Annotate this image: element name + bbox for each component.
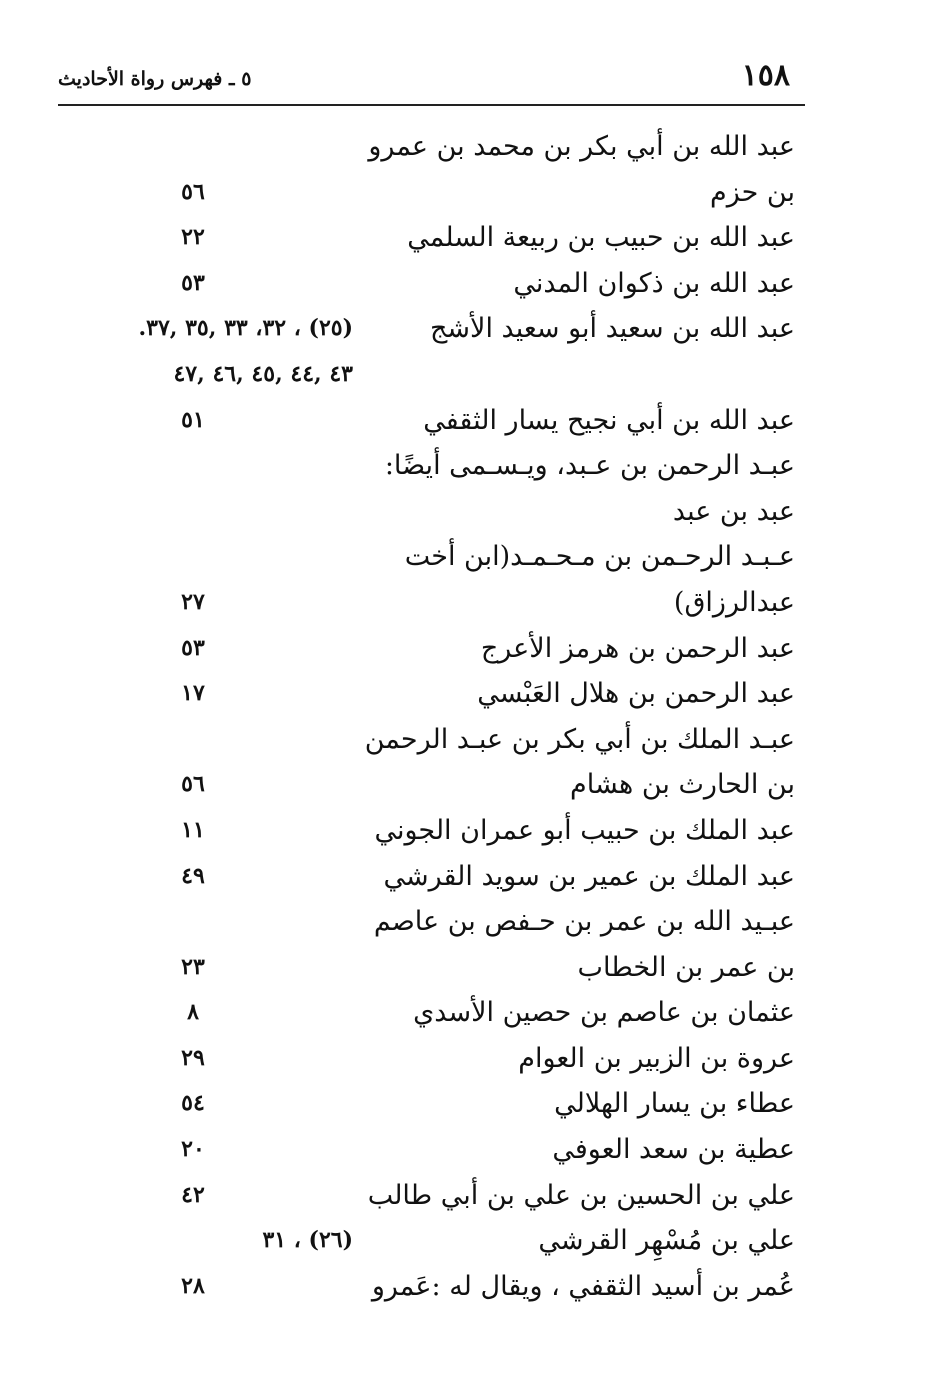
narrator-name: علي بن الحسين بن علي بن أبي طالب xyxy=(367,1179,795,1211)
index-entry xyxy=(0,671,943,717)
narrator-name: بن حزم xyxy=(710,176,795,208)
page-references: ٤٣ ,٤٤ ,٤٥ ,٤٦ ,٤٧ xyxy=(173,360,353,387)
narrator-name: عبد الله بن حبيب بن ربيعة السلمي xyxy=(407,222,795,254)
narrator-name: عبد الله بن سعيد أبو سعيد الأشج xyxy=(430,313,795,345)
index-entry xyxy=(0,808,943,854)
narrator-name: عطية بن سعد العوفي xyxy=(552,1134,795,1166)
narrator-name: عبد الملك بن عمير بن سويد القرشي xyxy=(383,860,795,892)
index-entry xyxy=(0,215,943,261)
page-references: ٤٢ xyxy=(181,1181,205,1208)
index-entries xyxy=(0,124,943,1309)
page-references: ١٧ xyxy=(181,680,205,707)
index-entry xyxy=(0,352,943,398)
index-entry xyxy=(0,1264,943,1310)
page-references: ٢٠ xyxy=(181,1136,205,1163)
index-entry xyxy=(0,124,943,170)
narrator-name: عبـيد الله بن عمر بن حـفص بن عاصم xyxy=(373,906,795,938)
narrator-name: عبد الله بن ذكوان المدني xyxy=(513,267,795,299)
page-references: ٥٣ xyxy=(181,269,205,296)
narrator-name: عروة بن الزبير بن العوام xyxy=(518,1042,795,1074)
narrator-name: عبد الرحمن بن هلال العَبْسي xyxy=(477,678,795,710)
index-entry xyxy=(0,945,943,991)
page-references: (٢٥) ، ٣٢، ٣٣ ,٣٥ ,٣٧. xyxy=(138,315,353,342)
page-header xyxy=(58,58,800,102)
index-entry xyxy=(0,762,943,808)
index-entry xyxy=(0,899,943,945)
index-entry xyxy=(0,489,943,535)
index-entry xyxy=(0,261,943,307)
narrator-name: عبد الله بن أبي نجيح يسار الثقفي xyxy=(423,404,795,436)
page-references: ٥٤ xyxy=(181,1090,205,1117)
narrator-name: عبد الرحمن بن هرمز الأعرج xyxy=(480,632,795,664)
narrator-name: بن الحارث بن هشام xyxy=(570,769,795,801)
page-references: ١١ xyxy=(181,816,205,843)
index-entry xyxy=(0,1081,943,1127)
index-entry xyxy=(0,580,943,626)
page-references: ٥٦ xyxy=(181,178,205,205)
narrator-name: عُمر بن أسيد الثقفي ، ويقال له :عَمرو xyxy=(371,1270,795,1302)
index-entry xyxy=(0,534,943,580)
index-entry xyxy=(0,1218,943,1264)
page-references: ٤٩ xyxy=(181,862,205,889)
index-entry xyxy=(0,170,943,216)
narrator-name: بن عمر بن الخطاب xyxy=(577,951,795,983)
page-number: ١٥٨ xyxy=(741,58,790,93)
narrator-name: عبد الله بن أبي بكر بن محمد بن عمرو xyxy=(368,131,795,162)
page-references: ٢٣ xyxy=(181,953,205,980)
narrator-name: علي بن مُسْهِر القرشي xyxy=(538,1225,795,1257)
narrator-name: عبد الملك بن حبيب أبو عمران الجوني xyxy=(374,814,795,846)
narrator-name: عبدالرزاق) xyxy=(673,586,795,618)
index-entry xyxy=(0,306,943,352)
narrator-name: عـبـد الرحـمن بن مـحـمـد(ابن أخت xyxy=(404,541,795,573)
index-entry xyxy=(0,990,943,1036)
narrator-name: عبد بن عبد xyxy=(672,495,795,527)
page-references: ٢٩ xyxy=(181,1044,205,1071)
index-entry xyxy=(0,398,943,444)
narrator-name: عبـد الرحمن بن عـبد، ويـسـمى أيضًا: xyxy=(384,450,795,482)
index-entry xyxy=(0,717,943,763)
page-references: ٢٢ xyxy=(181,224,205,251)
index-entry xyxy=(0,626,943,672)
running-title: ٥ ـ فهرس رواة الأحاديث xyxy=(58,68,252,90)
page-references: ٢٧ xyxy=(181,588,205,615)
narrator-name: عطاء بن يسار الهلالي xyxy=(554,1088,795,1120)
index-entry xyxy=(0,443,943,489)
page-references: ٥٣ xyxy=(181,634,205,661)
page-references: ٥٦ xyxy=(181,771,205,798)
page-references: ٥١ xyxy=(181,406,205,433)
index-entry xyxy=(0,1036,943,1082)
index-entry xyxy=(0,1127,943,1173)
header-divider xyxy=(58,104,805,106)
narrator-name: عثمان بن عاصم بن حصين الأسدي xyxy=(413,997,795,1029)
index-entry xyxy=(0,1173,943,1219)
page-references: ٨ xyxy=(187,999,199,1026)
index-entry xyxy=(0,854,943,900)
narrator-name: عبـد الملك بن أبي بكر بن عبـد الرحمن xyxy=(364,723,795,755)
page-references: (٢٦) ، ٣١ xyxy=(262,1227,353,1254)
page-references: ٢٨ xyxy=(181,1272,205,1299)
